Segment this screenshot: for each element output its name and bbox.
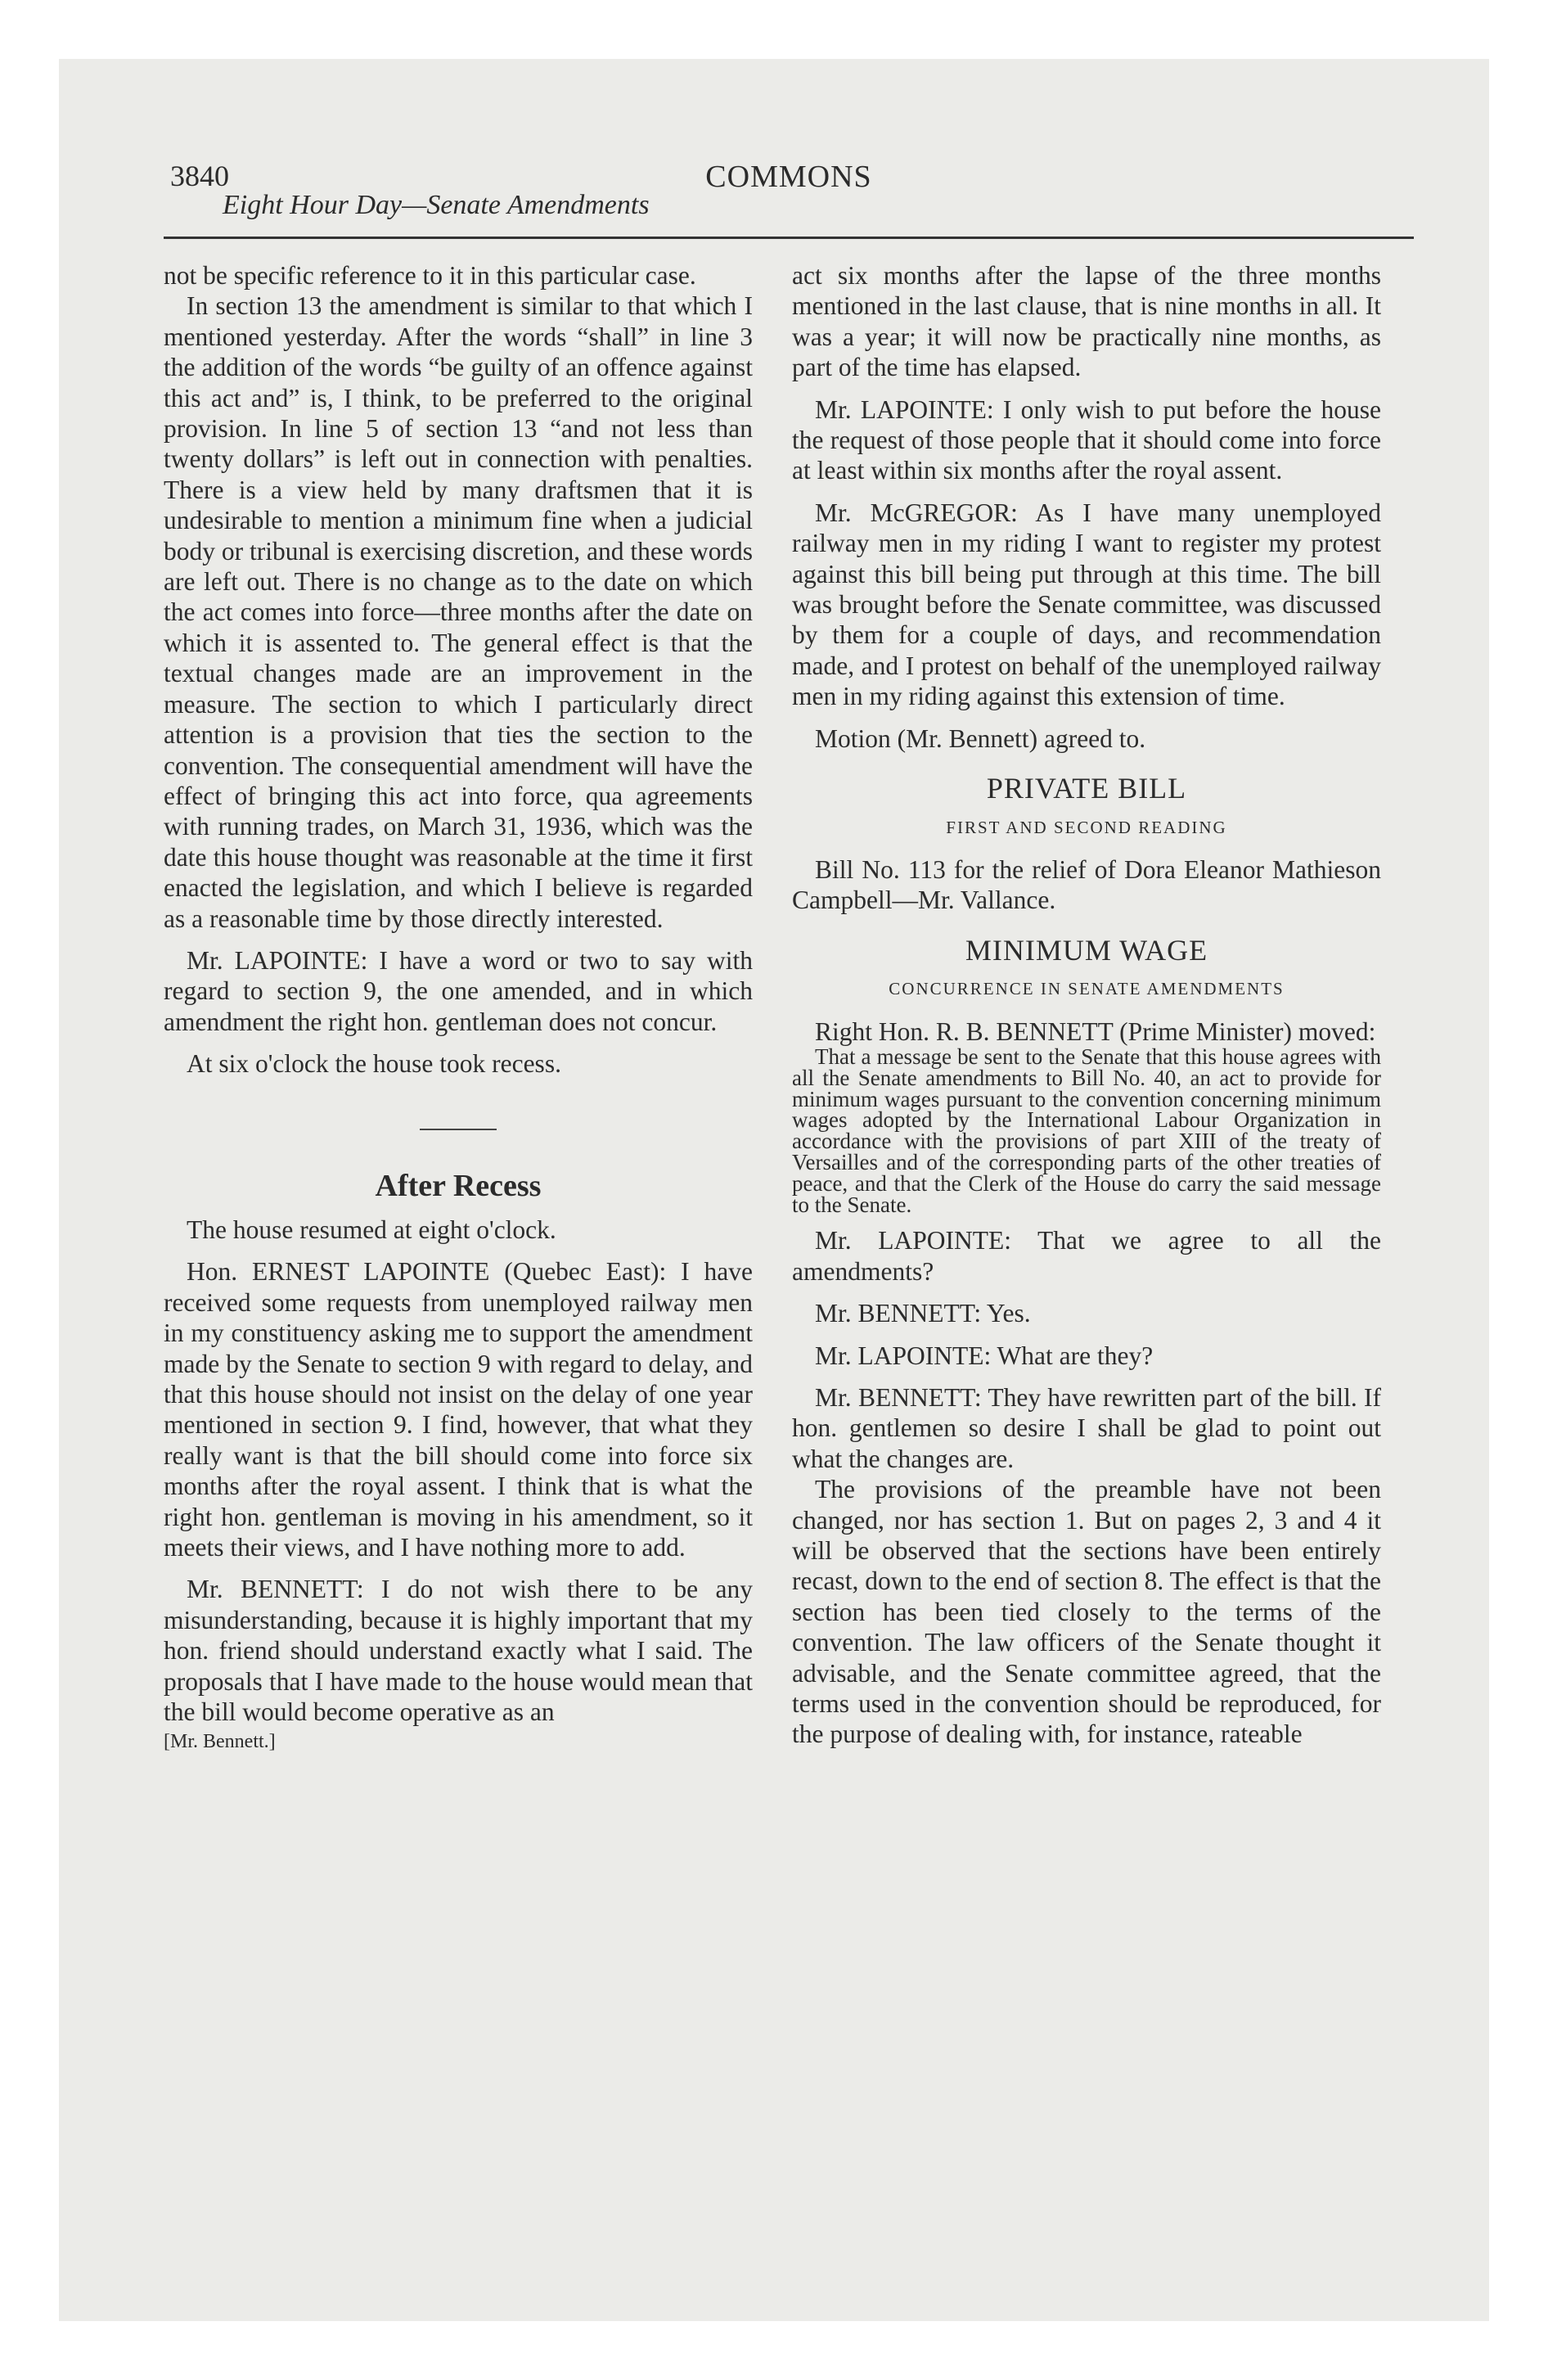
speech-bennett: Mr. BENNETT: I do not wish there to be any misunderstanding, because it is highly important that my hon. friend should understand exactly what I said. The proposals that I have made to the house would mean that the bill would become operative as an <box>164 1575 753 1727</box>
speech-mcgregor: Mr. McGREGOR: As I have many unemployed railway men in my riding I want to register my protest against this bill being put through at this time. The bill was brought before the Senate committee, was discussed by them for a couple of days, and recommendation made, and I protest on behalf of the unemployed railway men in my riding against this extension of time. <box>792 498 1381 711</box>
running-subject: Eight Hour Day—Senate Amendments <box>223 190 650 220</box>
motion-quote: That a message be sent to the Senate that this house agrees with all the Senate amendments to Bill No. 40, an act to provide for minimum wages pursuant to the convention concerning minimum wages adopted by the International Labour Organization in accordance with the provisions of part XIII of the treaty of Versailles and of the corresponding parts of the other treaties of peace, and that the Clerk of the House do carry the said message to the Senate. <box>792 1044 1381 1217</box>
speech-bennett: Right Hon. R. B. BENNETT (Prime Minister) moved: <box>815 1016 1376 1046</box>
page-number: 3840 <box>170 160 229 192</box>
section-separator <box>420 1129 497 1130</box>
left-column <box>164 260 753 1758</box>
speech-lapointe: Hon. ERNEST LAPOINTE (Quebec East): I have received some requests from unemployed railway men in my constituency asking me to support the amendment made by the Senate to section 9 with regard to delay, and that this house should not insist on the delay of one year mentioned in section 9. I find, however, that what they really want is that the bill should come into force six months after the royal assent. I think that is what the right hon. gentleman is moving in his amendment, so it meets their views, and I have nothing more to add. <box>164 1257 753 1562</box>
header-rule <box>164 237 1414 239</box>
paragraph: act six months after the lapse of the three months mentioned in the last clause, that is nine months in all. It was a year; it will now be practically nine months, as part of the time has elapsed. <box>792 261 1381 382</box>
recess-note: At six o'clock the house took recess. <box>187 1049 561 1079</box>
section-heading: After Recess <box>375 1168 542 1203</box>
subsection-heading: CONCURRENCE IN SENATE AMENDMENTS <box>889 979 1285 999</box>
paragraph: In section 13 the amendment is similar to that which I mentioned yesterday. After the words “shall” in line 3 the addition of the words “be guilty of an offence against this act and” is, I think, to be preferred to the original provision. In line 5 of section 13 “and not less than twenty dollars” is left out in connection with penalties. There is a view held by many draftsmen that it is undesirable to mention a minimum fine when a judicial body or tribunal is exercising discretion, and these words are left out. There is no change as to the date on which the act comes into force—three months after the date on which it is assented to. The general effect is that the textual changes made are an improvement in the measure. The section to which I particularly direct attention is a provision that ties the section to the convention. The consequential amendment will have the effect of bringing this act into force, qua agreements with running trades, on March 31, 1936, which was the date this house thought was reasonable at the time it first enacted the legislation, and which I believe is regarded as a reasonable time by those directly interested. <box>164 291 753 933</box>
page-header <box>164 156 1414 254</box>
subsection-heading: FIRST AND SECOND READING <box>946 817 1227 837</box>
speech-bennett: Mr. BENNETT: Yes. <box>815 1299 1031 1328</box>
journal-title: COMMONS <box>705 160 872 194</box>
right-column <box>792 260 1381 1750</box>
page-footnote: [Mr. Bennett.] <box>164 1731 276 1753</box>
speech-lapointe: Mr. LAPOINTE: I have a word or two to say with regard to section 9, the one amended, and in which amendment the right hon. gentleman does not concur. <box>164 945 753 1036</box>
paragraph: not be specific reference to it in this particular case. <box>164 261 696 290</box>
speech-lapointe: Mr. LAPOINTE: That we agree to all the amendments? <box>792 1226 1381 1286</box>
paragraph: The provisions of the preamble have not been changed, nor has section 1. But on pages 2, 3 and 4 it will be observed that the sections have been entirely recast, down to the end of section 8. The effect is that the section has been tied closely to the terms of the convention. The law officers of the Senate thought it advisable, and the Senate committee agreed, that the terms used in the convention should be reproduced, for the purpose of dealing with, for instance, rateable <box>792 1475 1381 1749</box>
speech-lapointe: Mr. LAPOINTE: What are they? <box>815 1341 1154 1370</box>
speech-bennett: Mr. BENNETT: They have rewritten part of the bill. If hon. gentlemen so desire I shall be glad to point out what the changes are. <box>792 1382 1381 1473</box>
section-heading: MINIMUM WAGE <box>965 933 1208 967</box>
motion-note: Motion (Mr. Bennett) agreed to. <box>815 723 1146 753</box>
paragraph: The house resumed at eight o'clock. <box>187 1215 556 1244</box>
paragraph: Bill No. 113 for the relief of Dora Eleanor Mathieson Campbell—Mr. Vallance. <box>792 854 1381 915</box>
speech-lapointe: Mr. LAPOINTE: I only wish to put before the house the request of those people that it should come into force at least within six months after the royal assent. <box>792 394 1381 485</box>
section-heading: PRIVATE BILL <box>986 772 1187 805</box>
